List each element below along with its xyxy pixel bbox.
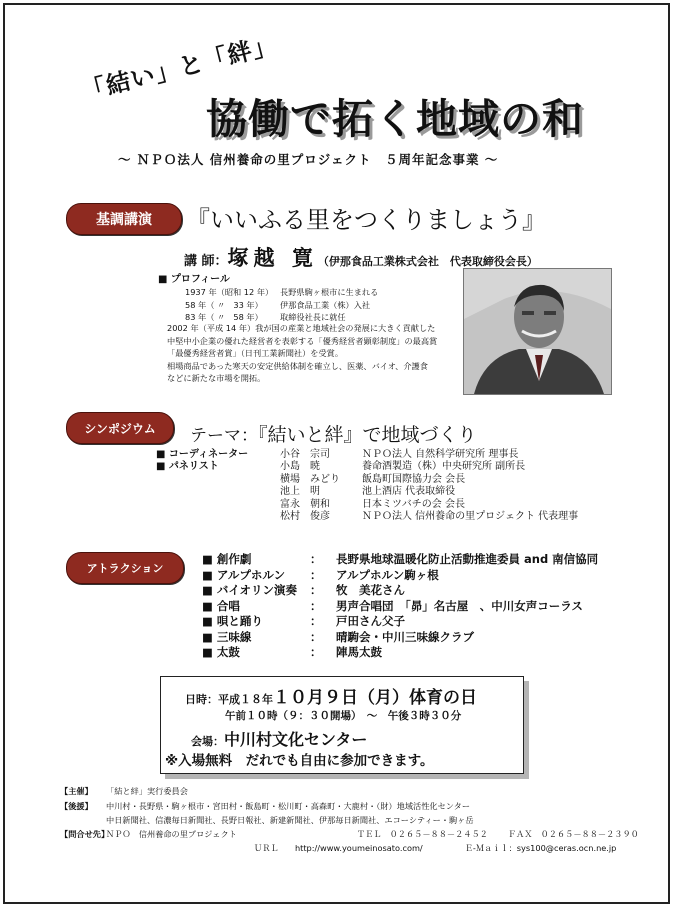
- history-year: 83 年（ 〃 58 年）: [185, 312, 263, 322]
- panel-row: [156, 511, 578, 523]
- panel-org: ＮＰＯ法人 自然科学研究所 理事長: [362, 449, 519, 460]
- history-row: [185, 286, 378, 299]
- attraction-row: [202, 630, 598, 646]
- speaker-name: 塚越 寛: [227, 246, 318, 270]
- event-time: 午前１０時（９：３０開場） ～ 午後３時３０分: [225, 710, 462, 722]
- attraction-name: ■ 三味線: [202, 629, 252, 644]
- contact-url: ＵＲＬ http://www.youmeinosato.com/: [254, 843, 423, 853]
- contact-email: Ｅ-Ｍａｉｌ：sys100@ceras.ocn.ne.jp: [464, 843, 617, 853]
- attraction-sep: ：: [310, 567, 322, 582]
- panel-name: 松村 俊彦: [280, 511, 330, 523]
- event-venue: 中川村文化センター: [224, 730, 368, 749]
- attraction-detail: アルプホルン駒ヶ根: [336, 567, 439, 582]
- contact-fax: ＦＡＸ ０２６５－８８－２３９０: [507, 829, 639, 839]
- bio-line: などに新たな市場を開拓。: [167, 373, 266, 383]
- panel-org: 飯島町国際協力会 会長: [362, 473, 466, 485]
- attraction-detail: 晴駒会・中川三味線クラブ: [336, 629, 474, 644]
- theme-text: 『結いと絆』で地域づくり: [258, 424, 477, 446]
- organizer-label: 【主催】: [60, 786, 93, 796]
- footer-organizer: [60, 786, 188, 797]
- panel-list: [156, 449, 578, 523]
- attraction-sep: ：: [310, 583, 322, 597]
- sponsor-line1: 中川村・長野県・駒ヶ根市・宮田村・飯島町・松川町・高森町・大鹿村・（財）地域活性化センター: [106, 801, 471, 811]
- panel-row: [156, 486, 578, 498]
- speaker-photo: [463, 268, 612, 395]
- panel-row: [156, 461, 578, 473]
- event-info-box: [160, 676, 524, 774]
- sponsor-line2: 中日新聞社、信濃毎日新聞社、長野日報社、新建新聞社、伊那毎日新聞社、エコーシティー・駒ヶ岳: [106, 815, 474, 825]
- attraction-row: [202, 614, 598, 630]
- attraction-row: [202, 645, 598, 661]
- panel-name: 小島 暁: [280, 461, 320, 473]
- panel-row: [156, 449, 578, 461]
- history-row: [185, 299, 378, 312]
- theme-label: テーマ：: [190, 426, 258, 446]
- attraction-detail: 陣馬太鼓: [336, 645, 382, 659]
- sub-title: 「結い」と「絆」: [78, 30, 280, 107]
- attraction-detail: 男声合唱団 「昴」名古屋 、中川女声コーラス: [336, 598, 583, 613]
- attraction-row: [202, 568, 598, 584]
- panel-row: [156, 499, 578, 511]
- profile-heading: ■ プロフィール: [158, 274, 230, 285]
- panel-org: 日本ミツバチの会 会長: [362, 498, 465, 510]
- bio-line: 中堅中小企業の優れた経営者を表彰する「優秀経営者顕彰制度」の最高賞: [167, 335, 438, 346]
- panel-org: ＮＰＯ法人 信州養命の里プロジェクト 代表理事: [362, 511, 579, 523]
- panel-role: [156, 474, 280, 486]
- attraction-name: ■ 唄と踊り: [202, 614, 263, 628]
- profile-history: [185, 286, 378, 324]
- attraction-sep: ：: [310, 598, 322, 613]
- attraction-row: [202, 583, 598, 599]
- history-event: 取締役社長に就任: [280, 312, 346, 322]
- attraction-sep: ：: [310, 552, 322, 566]
- event-date-line: [185, 683, 477, 708]
- bio-line: 2002 年（平成 14 年）我が国の産業と地域社会の発展に大きく貢献した: [167, 323, 436, 333]
- attraction-name: ■ 太鼓: [202, 645, 240, 659]
- event-venue-line: [191, 727, 367, 750]
- organizer: 「結と絆」実行委員会: [106, 786, 188, 796]
- history-event: 長野県駒ヶ根市に生まれる: [280, 287, 379, 297]
- profile-bio: [167, 322, 437, 385]
- attraction-detail: 牧 美花さん: [336, 583, 405, 597]
- panel-row: [156, 474, 578, 486]
- panel-role: ■ パネリスト: [156, 461, 219, 473]
- attractions-label: アトラクション: [66, 552, 184, 584]
- contact-tel: ＴＥＬ ０２６５－８８－２４５２: [356, 829, 488, 839]
- panel-name: 横場 みどり: [280, 473, 340, 485]
- panel-name: 富永 朝和: [280, 498, 330, 510]
- attraction-sep: ：: [310, 629, 322, 644]
- symposium-label: シンポジウム: [66, 412, 174, 444]
- history-year: 58 年（ 〃 33 年）: [185, 299, 263, 310]
- panel-role: [156, 499, 280, 511]
- event-date: １０月９日（月）体育の日: [273, 688, 477, 708]
- venue-label: 会場：: [191, 735, 224, 748]
- history-year: 1937 年（昭和 12 年）: [185, 287, 274, 297]
- attractions-list: [202, 552, 598, 661]
- main-title: 協働で拓く地域の和: [206, 95, 584, 143]
- bio-line: 相場商品であった寒天の安定供給体制を確立し、医薬、バイオ、介護食: [167, 360, 428, 371]
- attraction-name: ■ バイオリン演奏: [202, 583, 298, 597]
- keynote-title: 『いいふる里をつくりましょう』: [186, 206, 546, 234]
- tagline: ～ ＮＰＯ法人 信州養命の里プロジェクト ５周年記念事業 ～: [118, 152, 499, 167]
- attraction-name: ■ 合唱: [202, 598, 240, 613]
- attraction-row: [202, 599, 598, 615]
- footer-sponsor: [60, 801, 470, 812]
- portrait-image: [464, 269, 611, 394]
- attraction-sep: ：: [310, 614, 322, 628]
- footer-web: [254, 843, 616, 854]
- panel-name: 小谷 宗司: [280, 449, 330, 460]
- footer-contact: [60, 829, 639, 840]
- panel-org: 養命酒製造（株）中央研究所 副所長: [362, 461, 526, 473]
- speaker-role: 講 師：: [184, 254, 228, 269]
- keynote-label: 基調講演: [66, 203, 182, 235]
- panel-org: 池上酒店 代表取締役: [362, 486, 456, 498]
- date-label: 日時：平成１８年: [185, 693, 273, 706]
- speaker-org: （伊那食品工業株式会社 代表取締役会長）: [317, 255, 538, 268]
- history-event: 伊那食品工業（株）入社: [280, 299, 371, 310]
- panel-role: [156, 486, 280, 498]
- symposium-theme: [190, 420, 477, 447]
- event-admission: ※入場無料 だれでも自由に参加できます。: [165, 753, 434, 769]
- panel-name: 池上 明: [280, 486, 320, 498]
- attraction-detail: 長野県地球温暖化防止活動推進委員 and 南信協同: [336, 552, 599, 566]
- attraction-detail: 戸田さん父子: [336, 614, 405, 628]
- attraction-row: [202, 552, 598, 568]
- panel-role: [156, 511, 280, 523]
- panel-role: ■ コーディネーター: [156, 449, 249, 460]
- contact-org: ＮＰＯ 信州養命の里プロジェクト: [106, 829, 237, 839]
- attraction-name: ■ 創作劇: [202, 552, 252, 566]
- attraction-name: ■ アルプホルン: [202, 567, 286, 582]
- bio-line: 「最優秀経営者賞」（日刊工業新聞社）を受賞。: [167, 348, 344, 358]
- sponsor-label: 【後援】: [60, 801, 93, 811]
- contact-label: 【問合せ先】: [60, 829, 110, 839]
- attraction-sep: ：: [310, 645, 322, 659]
